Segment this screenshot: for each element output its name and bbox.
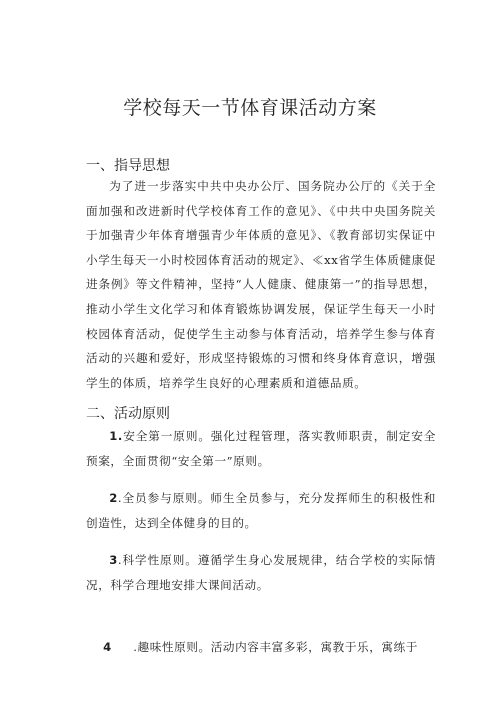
- principle-item-fun: [86, 610, 436, 684]
- principle-item-scientific: [86, 548, 436, 597]
- principle-item-safety: [86, 424, 436, 473]
- principle-number: 1.: [109, 429, 123, 443]
- document-title: 学校每天一节体育课活动方案: [123, 97, 377, 119]
- principle-text: .趣味性原则。活动内容丰富多彩，寓教于乐，寓练于: [111, 639, 418, 654]
- principle-text: .全员参与原则。师生全员参与，充分发挥师生的积极性和创造性，达到全体健身的目的。: [86, 491, 436, 530]
- principle-number: 2: [109, 491, 118, 505]
- principle-number: 3: [109, 553, 118, 567]
- principle-number: 4: [103, 639, 112, 654]
- guiding-ideology-paragraph: 为了进一步落实中共中央办公厅、国务院办公厅的《关于全面加强和改进新时代学校体育工作的意见》、《中共中央国务院关于加强青少年体育增强青少年体质的意见》、《教育部切实保证中小学生每天一小时校园体育活动的规定》、≪xx省学生体质健康促进条例》等文件精神，坚持“人人健康、健康第一”的指导思想，推动小学生文化学习和体育锻炼协调发展，保证学生每天一小时校园体育活动，促使学生主动参与体育活动，培养学生参与体育活动的兴趣和爱好，形成坚持锻炼的习惯和终身体育意识，增强学生的体质，培养学生良好的心理素质和道德品质。: [86, 179, 436, 390]
- principle-text: 安全第一原则。强化过程管理，落实教师职责，制定安全预案，全面贯彻“安全第一”原则。: [86, 429, 436, 468]
- section-heading-activity-principles: 二、活动原则: [86, 406, 170, 422]
- section-heading-guiding-ideology: 一、指导思想: [86, 158, 170, 174]
- principle-text: .科学性原则。遵循学生身心发展规律，结合学校的实际情况，科学合理地安排大课间活动。: [86, 553, 436, 592]
- principle-item-participation: [86, 486, 436, 535]
